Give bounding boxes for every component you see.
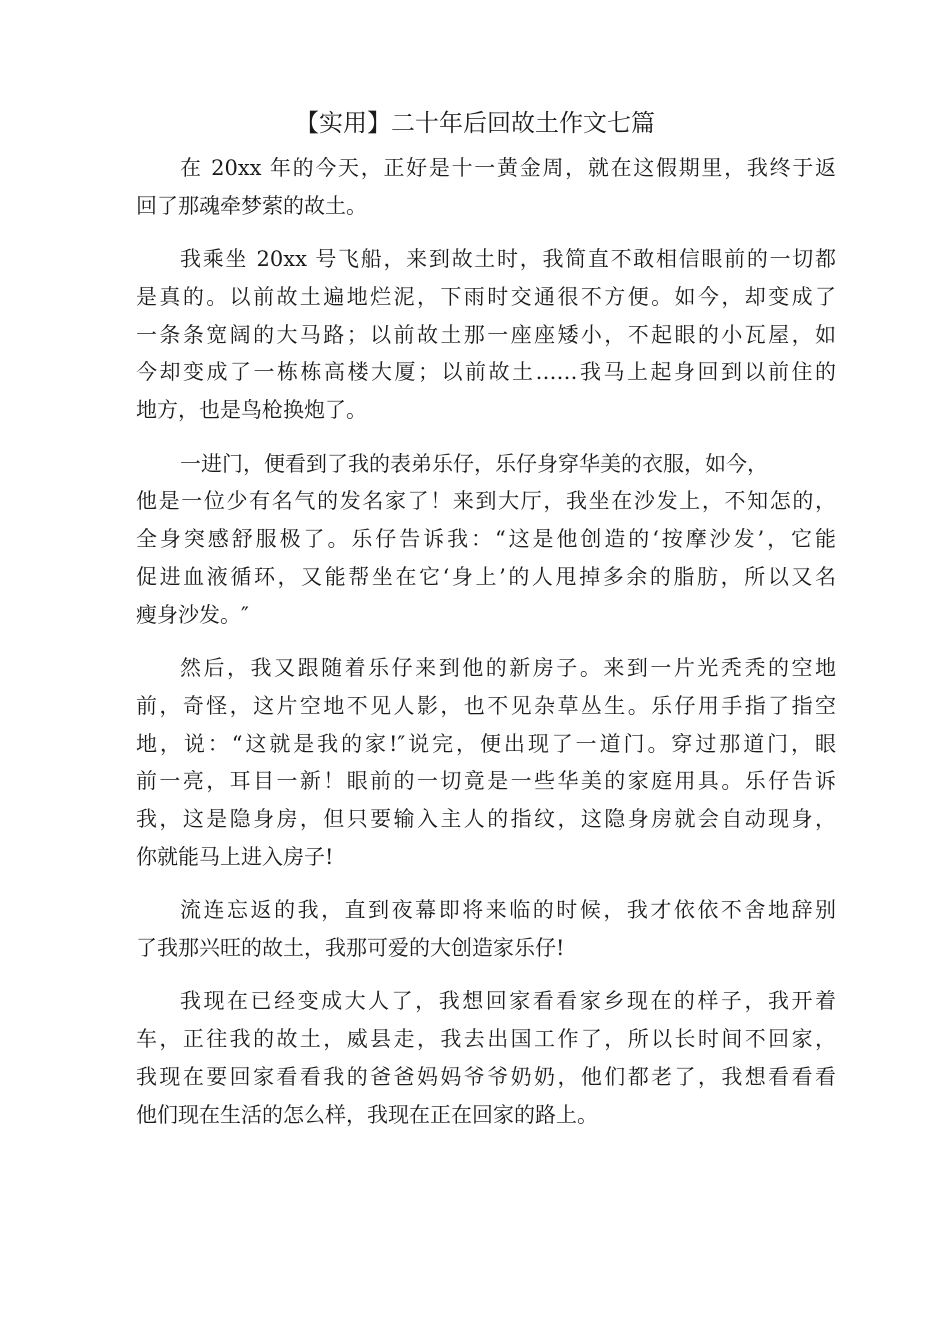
text-line: 流连忘返的我，直到夜幕即将来临的时候，我才依依不舍地辞别 xyxy=(180,898,836,923)
paragraph-5 xyxy=(136,892,836,968)
paragraph-3 xyxy=(136,446,836,635)
paragraph-6 xyxy=(136,983,836,1134)
text-line: 我现在要回家看看我的爸爸妈妈爷爷奶奶，他们都老了，我想看看看 xyxy=(136,1065,836,1090)
paragraph-2 xyxy=(136,241,836,430)
text-line: 瘦身沙发。″ xyxy=(136,602,249,627)
text-line: 地方，也是鸟枪换炮了。 xyxy=(136,398,367,423)
text-line: 一进门，便看到了我的表弟乐仔，乐仔身穿华美的衣服，如今， xyxy=(180,451,768,476)
text-line: 一条条宽阔的大马路；以前故土那一座座矮小，不起眼的小瓦屋，如 xyxy=(136,322,836,347)
text-line: 我乘坐 20xx 号飞船，来到故土时，我简直不敢相信眼前的一切都 xyxy=(180,247,836,272)
text-line: 车，正往我的故土，威县走，我去出国工作了，所以长时间不回家， xyxy=(136,1027,836,1052)
text-line: 前一亮，耳目一新！眼前的一切竟是一些华美的家庭用具。乐仔告诉 xyxy=(136,769,836,794)
text-line: 回了那魂牵梦萦的故土。 xyxy=(136,193,367,218)
document-title: 【实用】二十年后回故土作文七篇 xyxy=(295,109,655,137)
paragraph-4 xyxy=(136,650,836,877)
text-line: 地，说：“这就是我的家!″说完，便出现了一道门。穿过那道门，眼 xyxy=(136,731,836,756)
text-line: 了我那兴旺的故土，我那可爱的大创造家乐仔! xyxy=(136,936,565,961)
text-line: 他是一位少有名气的发名家了！来到大厅，我坐在沙发上，不知怎的， xyxy=(136,489,836,514)
text-line: 我现在已经变成大人了，我想回家看看家乡现在的样子，我开着 xyxy=(180,989,836,1014)
text-line: 今却变成了一栋栋高楼大厦；以前故土……我马上起身回到以前住的 xyxy=(136,360,836,385)
text-line: 促进血液循环，又能帮坐在它‘身上’的人甩掉多余的脂肪，所以又名 xyxy=(136,564,836,589)
text-line: 前，奇怪，这片空地不见人影，也不见杂草丛生。乐仔用手指了指空 xyxy=(136,693,836,718)
paragraph-1 xyxy=(136,150,836,226)
text-line: 我，这是隐身房，但只要输入主人的指纹，这隐身房就会自动现身， xyxy=(136,807,836,832)
text-line: 是真的。以前故土遍地烂泥，下雨时交通很不方便。如今，却变成了 xyxy=(136,284,836,309)
text-line: 全身突感舒服极了。乐仔告诉我：“这是他创造的‘按摩沙发’，它能 xyxy=(136,527,836,552)
document-body xyxy=(136,150,836,1135)
text-line: 你就能马上进入房子! xyxy=(136,845,334,870)
text-line: 然后，我又跟随着乐仔来到他的新房子。来到一片光秃秃的空地 xyxy=(180,656,836,681)
text-line: 他们现在生活的怎么样，我现在正在回家的路上。 xyxy=(136,1102,598,1127)
text-line: 在 20xx 年的今天，正好是十一黄金周，就在这假期里，我终于返 xyxy=(180,156,836,180)
